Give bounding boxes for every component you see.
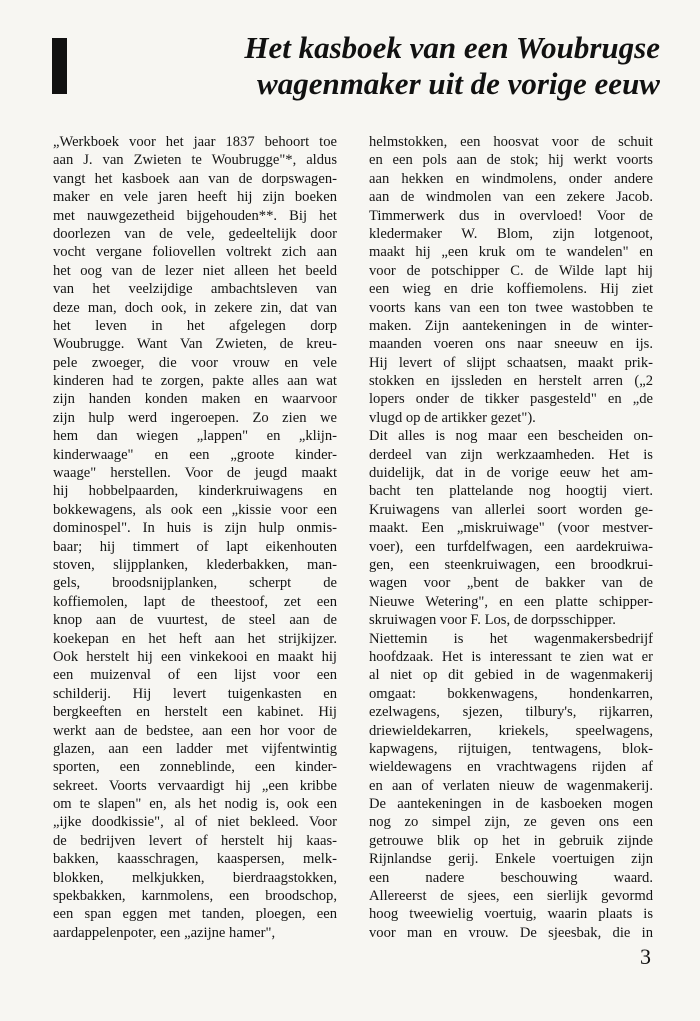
text-line: gels, broodsnijplanken, scherpt de [53,575,337,592]
text-line: Rijnlandse gerij. Enkele voertuigen zijn [369,851,653,868]
title-line-1: Het kasboek van een Woubrugse [244,30,660,65]
text-line: al niet op dit gebied in de wagenmakerij [369,667,653,684]
text-line: derdeel van zijn werkzaamheden. Het is [369,446,653,463]
text-line: Allereerst de sjees, een sierlijk gevormd [369,888,653,905]
text-line: wagen voor „bent de bakker van de [369,575,653,592]
text-line: sporten, een zonneblinde, een kinder- [53,759,337,776]
text-line: Dit alles is nog maar een bescheiden on- [369,428,653,445]
text-line: ezelwagens, sjezen, tilbury's, rijkarren, [369,704,653,721]
text-line: dominospel". In huis is zijn hulp onmis- [53,520,337,537]
text-line: het leven in het afgelegen dorp [53,317,337,334]
text-line: Hij levert of slijpt schaatsen, maakt prik- [369,354,653,371]
text-line: aan de windmolen van een zekere Jacob. [369,189,653,206]
text-line: nog zo simpel zijn, ze geven ons een [369,814,653,831]
text-line: getrouwe blik op het in gebruik zijnde [369,832,653,849]
text-line: glazen, aan een ladder met vijfentwintig [53,740,337,757]
text-line: voor de potschipper C. de Wilde lapt hij [369,262,653,279]
text-line: bakken, kaasschragen, kaaspersen, melk- [53,851,337,868]
text-line: met nauwgezetheid bijgehouden**. Bij het [53,207,337,224]
text-line: voorts kans van een ton twee wastobben te [369,299,653,316]
text-line: duidelijk, dat in de vorige eeuw het am- [369,465,653,482]
text-line: sekreet. Voorts vervaardigt hij „een kribbe [53,777,337,794]
text-column-right [369,133,653,942]
text-line: helmstokken, een hoosvat voor de schuit [369,134,653,150]
text-line: omgaat: bokkenwagens, hondenkarren, [369,685,653,702]
text-line: kinderen had te zorgen, pakte alles aan wat [53,373,337,390]
text-line: een muizenval of een lijst voor een [53,667,337,684]
text-line: lopers onder de tikker pasgesteld" en „de [369,391,653,408]
text-line: hoofdzaak. Het is interessant te zien wat er [369,648,653,665]
text-line: voer), een turfdelfwagen, een aardekruiwa- [369,538,653,555]
text-line: Nieuwe Wetering", en een platte schipper- [369,593,653,610]
text-line: om te slapen" en, als het nodig is, ook een [53,796,337,813]
text-line: De aantekeningen in de kasboeken mogen [369,796,653,813]
text-line: kapwagens, rijtuigen, tentwagens, blok- [369,740,653,757]
text-line: stoven, slijpplanken, klederbakken, man- [53,556,337,573]
text-column-left [53,133,337,942]
text-line: kinderwaage" en een „groote kinder- [53,446,337,463]
text-line: wieldewagens en vrachtwagens rijden af [369,759,653,776]
text-line: een nadere beschouwing waard. [369,869,653,886]
text-line: spekbakken, karnmolens, een broodschop, [53,888,337,905]
text-line: pele zwoeger, die voor vrouw en vele [53,354,337,371]
text-line: zijn handen konden maken en waarvoor [53,391,337,408]
text-line: deze man, doch ook, in zekere zin, dat van [53,299,337,316]
text-line: van het veelzijdige ambachtsleven van [53,281,337,298]
text-line: aan J. van Zwieten te Woubrugge"*, aldus [53,152,337,169]
text-line: blokken, melkjukken, bierdraagstokken, [53,869,337,886]
text-line: schilderij. Hij levert tuigenkasten en [53,685,337,702]
text-line: een wieg en drie koffiemolens. Hij ziet [369,281,653,298]
text-line: driewieldekarren, kriekels, speelwagens, [369,722,653,739]
text-line: doorlezen van de vele, gedeeltelijk door [53,225,337,242]
text-line: aan hekken en windmolens, onder andere [369,170,653,187]
text-line: maakt. Een „miskruiwage" (voor mestver- [369,520,653,537]
text-line: Niettemin is het wagenmakersbedrijf [369,630,653,647]
text-line: skruiwagen voor F. Los, de dorpsschipper. [369,612,616,629]
text-line: „Werkboek voor het jaar 1837 behoort toe [53,134,337,150]
text-line: het oog van de lezer niet alleen het beeld [53,262,337,279]
title-line-2: wagenmaker uit de vorige eeuw [257,66,660,101]
text-line: zijn hulp werd ingeroepen. Zo zien we [53,409,337,426]
text-line: bokkewagens, als ook een „kissie voor een [53,501,337,518]
text-line: Woubrugge. Want Van Zwieten, de kreu- [53,336,337,353]
text-line: koffiemolen, lapt de theestoof, zet een [53,593,337,610]
text-line: voor man en vrouw. De sjeesbak, die in [369,924,653,941]
text-line: aardappelenpoter, een „azijne hamer", [53,924,276,941]
text-line: hem dan wiegen „lappen" en „klijn- [53,428,337,445]
text-line: en aan of verlaten nieuw de wagenmakerij. [369,777,653,794]
text-line: Timmerwerk dus in overvloed! Voor de [369,207,653,224]
text-line: knop aan de vuurtest, de steel aan de [53,612,337,629]
page-number: 3 [640,944,651,969]
text-line: maken. Zijn aantekeningen in de winter- [369,317,653,334]
text-line: maanden voeren ons naar sneeuw en ijs. [369,336,653,353]
text-line: waage" herstellen. Voor de jeugd maakt [53,465,337,482]
text-line: en een pols aan de stok; hij werkt voorts [369,152,653,169]
text-line: de bedrijven levert of herstelt hij kaas- [53,832,337,849]
text-line: maker en vele jaren heeft hij zijn boeken [53,189,337,206]
text-line: een span eggen met tanden, ploegen, een [53,906,337,923]
text-line: vlugd op de artikker gezet"). [369,409,536,426]
text-line: koekepan en het heft aan het strijkijzer. [53,630,337,647]
text-line: Ook herstelt hij een vinkekooi en maakt hij [53,648,337,665]
text-line: kledermaker W. Blom, zijn lotgenoot, [369,225,653,242]
text-line: stokken en ijssleden en herstelt arren („2 [369,373,653,390]
text-line: maakt hij „een kruk om te wandelen" en [369,244,653,261]
text-line: werkt aan de bedstee, aan een hor voor de [53,722,337,739]
text-line: bacht ten plattelande nog hoogtij viert. [369,483,653,500]
text-line: Kruiwagens van allerlei soort worden ge- [369,501,653,518]
text-line: hij hobbelpaarden, kinderkruiwagens en [53,483,337,500]
text-line: vocht vergane foliovellen voltrekt zich aan [53,244,337,261]
section-marker-bar [52,38,67,94]
text-line: gen, een steenkruiwagen, een broodkrui- [369,556,653,573]
text-line: vangt het kasboek aan van de dorpswagen- [53,170,337,187]
article-title [150,30,660,102]
text-line: „ijke doodkissie", al of niet bekleed. Voor [53,814,337,831]
text-line: baar; hij timmert of lapt eikenhouten [53,538,337,555]
text-line: hoog tweewielig voertuig, waarin plaats is [369,906,653,923]
text-line: bergkeeften en herstelt een kabinet. Hij [53,704,337,721]
